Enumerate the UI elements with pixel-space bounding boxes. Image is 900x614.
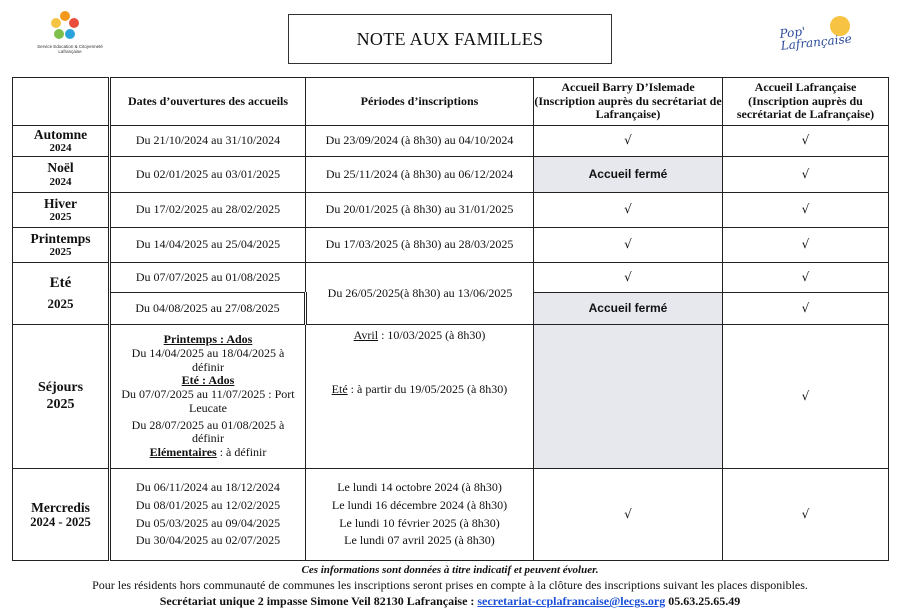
header-dates: Dates d’ouvertures des accueils <box>110 78 306 126</box>
contact-line: Secrétariat unique 2 impasse Simone Veil 82130 Lafrançaise : secretariat-ccplafrancaise@lecgs.org 05.63.25.65.49 <box>159 594 741 608</box>
period-cell: Noël 2024 <box>13 157 110 193</box>
dates-cell: Du 17/02/2025 au 28/02/2025 <box>110 193 306 228</box>
table-row <box>13 193 889 228</box>
flower-logo-icon <box>50 10 80 40</box>
period-cell: Mercredis 2024 - 2025 <box>13 469 110 561</box>
schedule-table <box>12 77 889 561</box>
check-icon: √ <box>723 228 889 263</box>
residents-note: Pour les résidents hors communauté de communes les inscriptions seront prises en compte à la clôture des inscriptions suivant les places disponibles. <box>92 578 808 592</box>
disclaimer-note: Ces informations sont données à titre indicatif et peuvent évoluer. <box>301 564 599 576</box>
mercredis-dates-cell: Du 06/11/2024 au 18/12/2024 Du 08/01/2025 au 12/02/2025 Du 05/03/2025 au 09/04/2025 Du 30/04/2025 au 02/07/2025 <box>110 469 306 561</box>
dates-cell: Du 02/01/2025 au 03/01/2025 <box>110 157 306 193</box>
inscription-cell: Du 20/01/2025 (à 8h30) au 31/01/2025 <box>306 193 534 228</box>
service-logo <box>28 10 108 60</box>
email-link[interactable]: secretariat-ccplafrancaise@lecgs.org <box>477 594 666 608</box>
check-icon: √ <box>723 263 889 293</box>
barry-empty-cell <box>534 325 723 469</box>
table-row <box>13 469 889 561</box>
header-empty <box>13 78 110 126</box>
pop-lafrancaise-logo: Pop' Lafrançaise <box>776 16 856 56</box>
header-barry: Accueil Barry D’Islemade (Inscription auprès du secrétariat de Lafrançaise) <box>534 78 723 126</box>
dates-cell: Du 07/07/2025 au 01/08/2025 <box>110 263 306 293</box>
sejours-dates-cell: Printemps : Ados Du 14/04/2025 au 18/04/2025 à définir Eté : Ados Du 07/07/2025 au 11/07/2025 : Port Leucate Du 28/07/2025 au 01/08/2025 à définir Elémentaires : à définir <box>110 325 306 469</box>
inscription-cell: Du 26/05/2025(à 8h30) au 13/06/2025 <box>306 263 534 325</box>
mercredis-inscription-cell: Le lundi 14 octobre 2024 (à 8h30) Le lundi 16 décembre 2024 (à 8h30) Le lundi 10 février 2025 (à 8h30) Le lundi 07 avril 2025 (à 8h30) <box>306 469 534 561</box>
closed-badge: Accueil fermé <box>534 157 723 193</box>
check-icon: √ <box>723 126 889 157</box>
check-icon: √ <box>534 263 723 293</box>
inscription-cell: Du 25/11/2024 (à 8h30) au 06/12/2024 <box>306 157 534 193</box>
check-icon: √ <box>723 469 889 561</box>
period-cell: Séjours 2025 <box>13 325 110 469</box>
page-title: NOTE AUX FAMILLES <box>288 14 612 64</box>
dates-cell: Du 14/04/2025 au 25/04/2025 <box>110 228 306 263</box>
check-icon: √ <box>534 469 723 561</box>
check-icon: √ <box>723 293 889 325</box>
dates-cell: Du 04/08/2025 au 27/08/2025 <box>110 293 306 325</box>
inscription-cell: Du 23/09/2024 (à 8h30) au 04/10/2024 <box>306 126 534 157</box>
check-icon: √ <box>723 157 889 193</box>
header-periods: Périodes d’inscriptions <box>306 78 534 126</box>
check-icon: √ <box>723 325 889 469</box>
check-icon: √ <box>534 228 723 263</box>
table-row <box>13 228 889 263</box>
period-cell: Eté 2025 <box>13 263 110 325</box>
check-icon: √ <box>534 126 723 157</box>
sejours-inscription-cell: Avril : 10/03/2025 (à 8h30) Eté : à partir du 19/05/2025 (à 8h30) <box>306 325 534 469</box>
table-row <box>13 126 889 157</box>
table-row <box>13 263 889 293</box>
service-logo-caption: Service Education & Citoyenneté Lafrançaise <box>37 44 103 54</box>
check-icon: √ <box>534 193 723 228</box>
closed-badge: Accueil fermé <box>534 293 723 325</box>
inscription-cell: Du 17/03/2025 (à 8h30) au 28/03/2025 <box>306 228 534 263</box>
table-header-row <box>13 78 889 126</box>
check-icon: √ <box>723 193 889 228</box>
table-row <box>13 325 889 469</box>
table-row <box>13 157 889 193</box>
period-cell: Hiver 2025 <box>13 193 110 228</box>
period-cell: Printemps 2025 <box>13 228 110 263</box>
dates-cell: Du 21/10/2024 au 31/10/2024 <box>110 126 306 157</box>
period-cell: Automne 2024 <box>13 126 110 157</box>
header-lafrancaise: Accueil Lafrançaise (Inscription auprès du secrétariat de Lafrançaise) <box>723 78 889 126</box>
